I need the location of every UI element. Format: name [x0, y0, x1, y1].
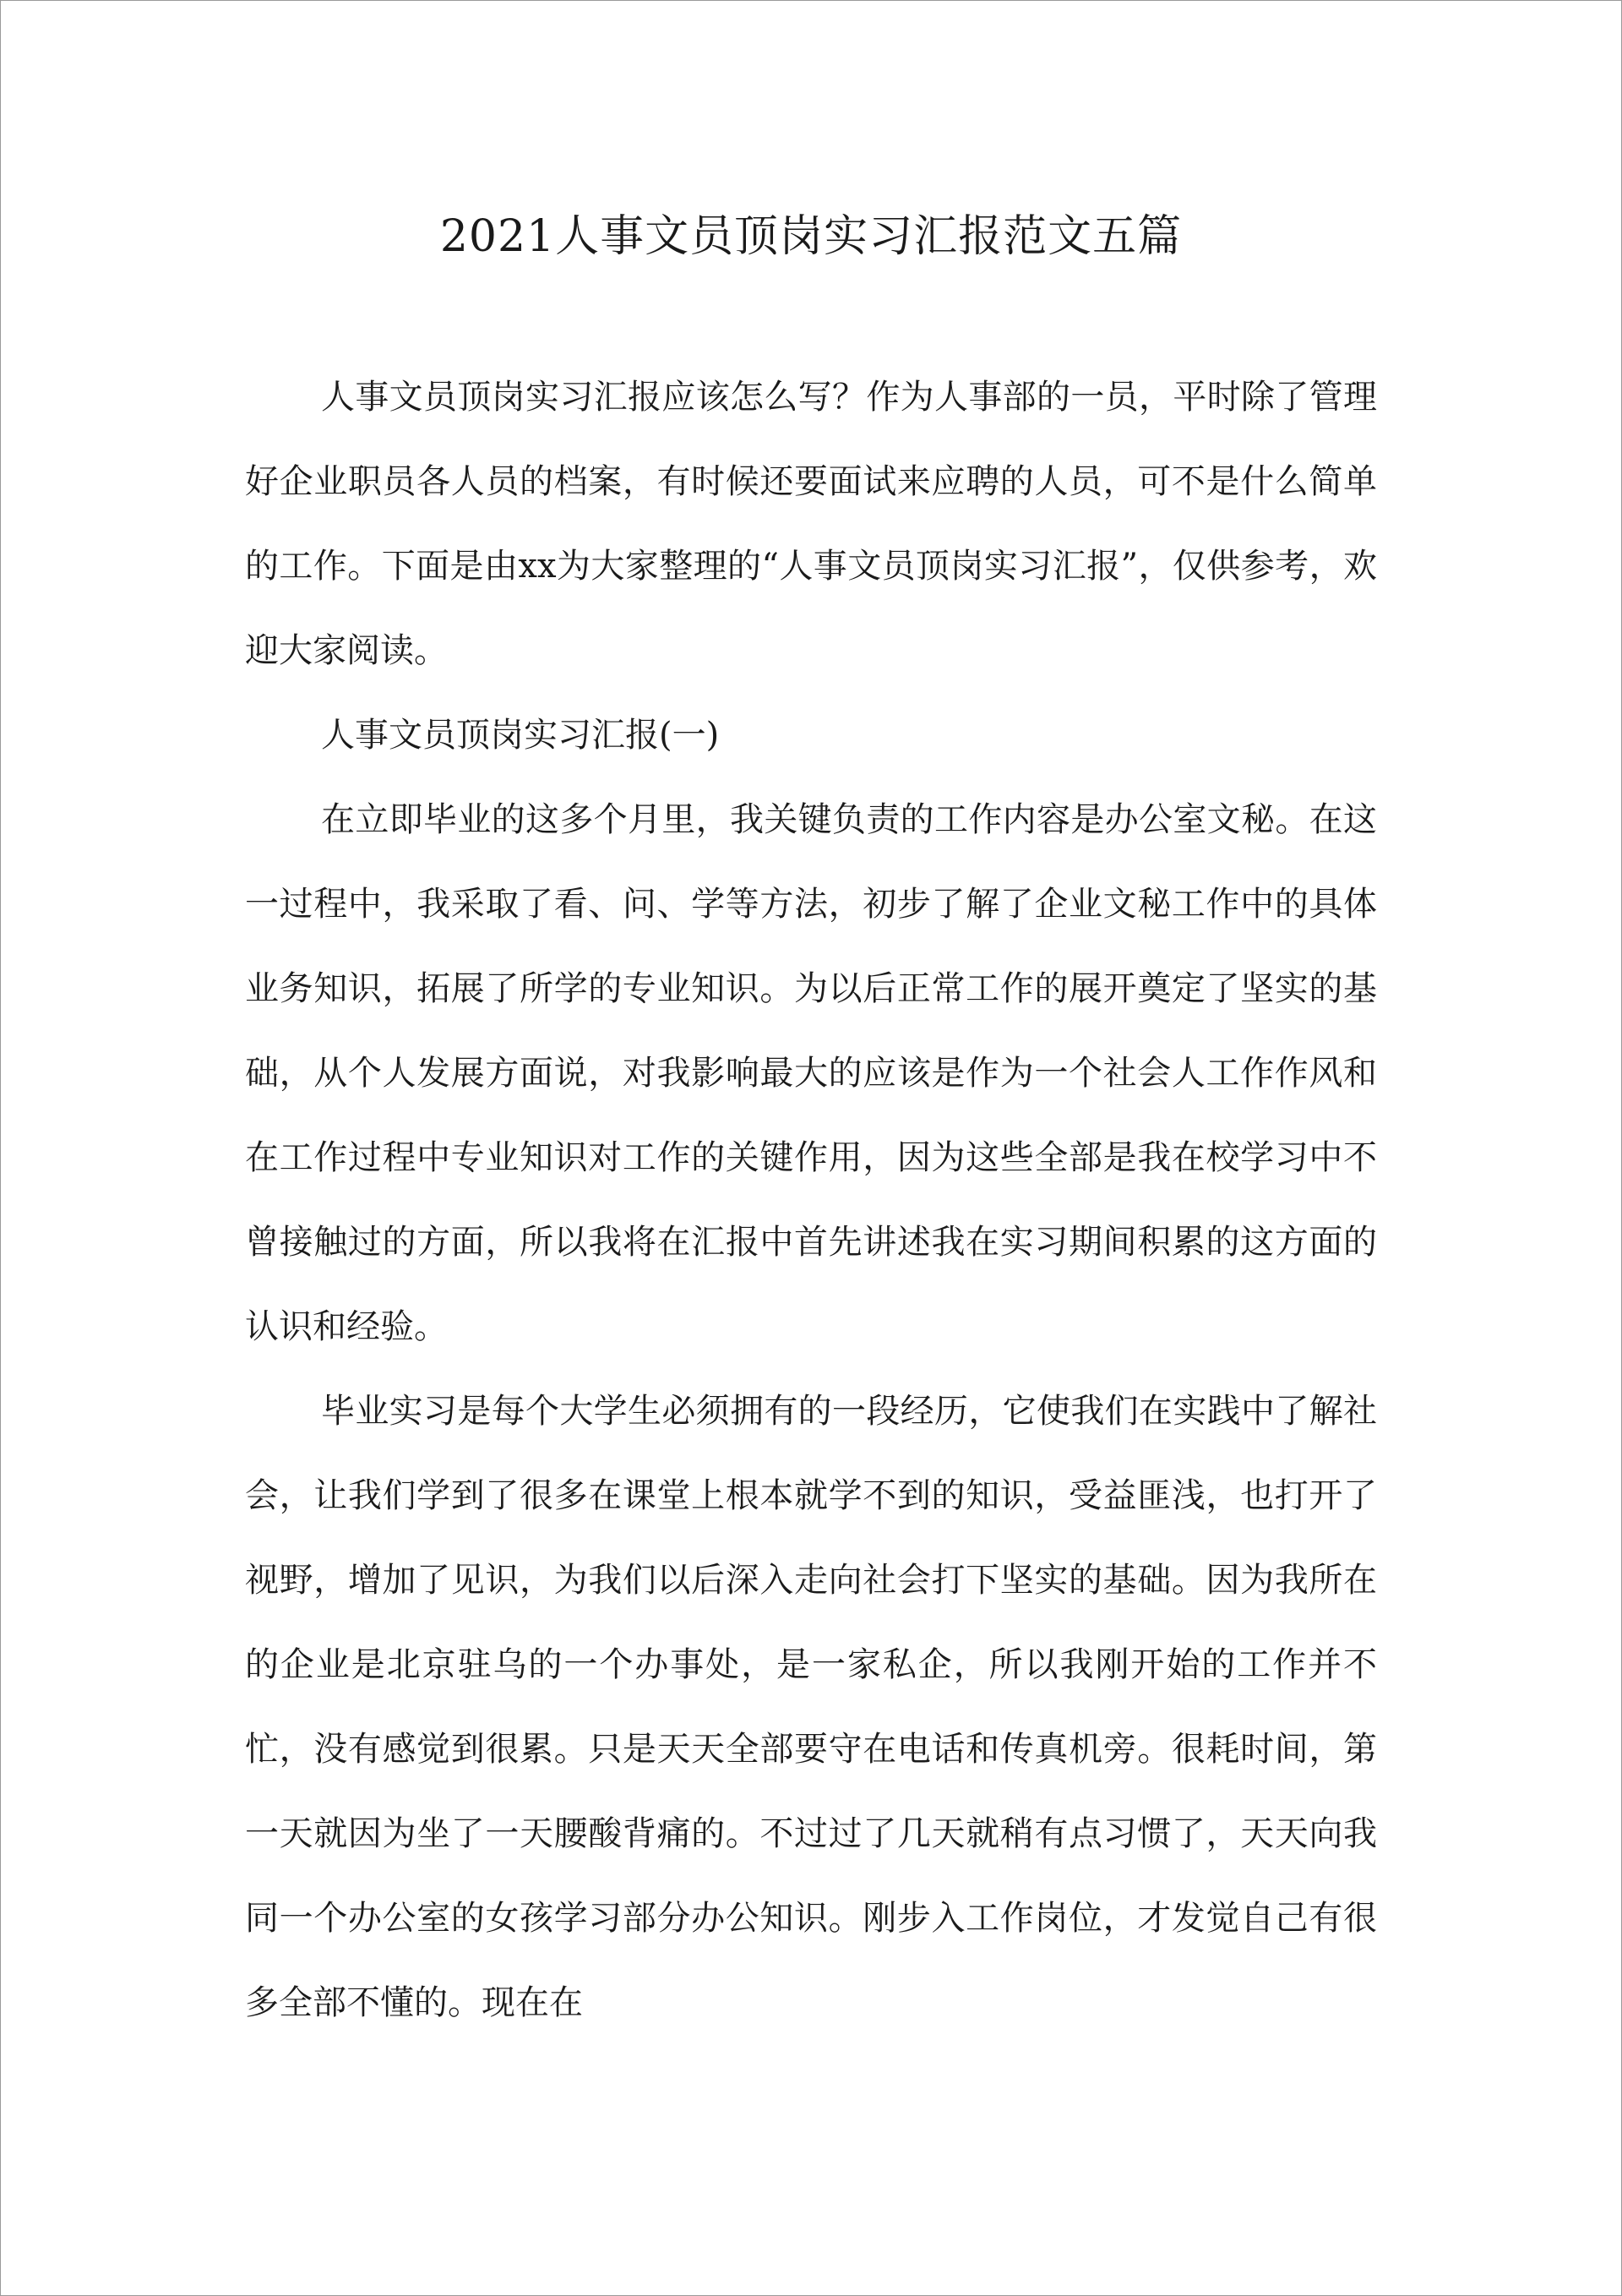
body-paragraph: 在立即毕业的这多个月里，我关键负责的工作内容是办公室文秘。在这一过程中，我采取了看、问、学等方法，初步了解了企业文秘工作中的具体业务知识，拓展了所学的专业知识。为以后正常工作的展开奠定了坚实的基础，从个人发展方面说，对我影响最大的应该是作为一个社会人工作作风和在工作过程中专业知识对工作的关键作用，因为这些全部是我在校学习中不曾接触过的方面，所以我将在汇报中首先讲述我在实习期间积累的这方面的认识和经验。 — [245, 800, 1377, 1346]
document-title: 2021人事文员顶岗实习汇报范文五篇 — [439, 211, 1183, 262]
document-body — [245, 203, 1377, 2045]
section-heading: 人事文员顶岗实习汇报(一) — [321, 716, 720, 755]
intro-paragraph: 人事文员顶岗实习汇报应该怎么写？作为人事部的一员，平时除了管理好企业职员各人员的档案，有时候还要面试来应聘的人员，可不是什么简单的工作。下面是由xx为大家整理的“人事文员顶岗实习汇报”，仅供参考，欢迎大家阅读。 — [245, 378, 1377, 670]
body-paragraph: 毕业实习是每个大学生必须拥有的一段经历，它使我们在实践中了解社会，让我们学到了很多在课堂上根本就学不到的知识，受益匪浅，也打开了视野，增加了见识，为我们以后深入走向社会打下坚实的基础。因为我所在的企业是北京驻乌的一个办事处，是一家私企，所以我刚开始的工作并不忙，没有感觉到很累。只是天天全部要守在电话和传真机旁。很耗时间，第一天就因为坐了一天腰酸背痛的。不过过了几天就稍有点习惯了，天天向我同一个办公室的女孩学习部分办公知识。刚步入工作岗位，才发觉自己有很多全部不懂的。现在在 — [245, 1392, 1377, 2022]
